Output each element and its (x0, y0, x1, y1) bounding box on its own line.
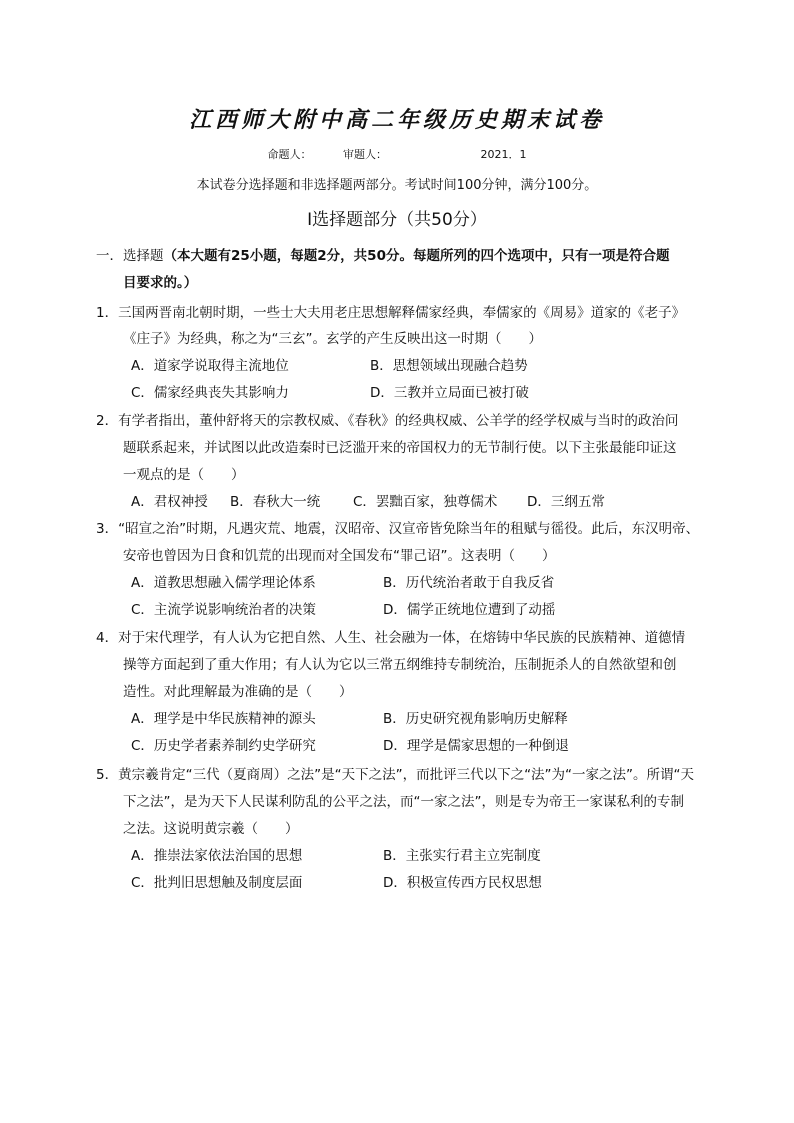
question-3-option-c: C．主流学说影响统治者的决策 (131, 602, 316, 618)
question-3-option-b: B．历代统治者敢于自我反省 (383, 575, 555, 591)
page-title: 江西师大附中高二年级历史期末试卷 (188, 107, 605, 133)
question-5-option-a: A．推崇法家依法治国的思想 (131, 848, 303, 864)
question-5-line-3: 之法。这说明黄宗羲（ ） (123, 821, 299, 837)
part-title: Ⅰ选择题部分（共50分） (307, 210, 487, 230)
question-2-option-b: B．春秋大一统 (230, 494, 321, 510)
question-4-line-3: 造性。对此理解最为准确的是（ ） (123, 684, 353, 700)
question-4-option-b: B．历史研究视角影响历史解释 (383, 711, 568, 727)
question-1-line-1: 1．三国两晋南北朝时期，一些士大夫用老庄思想解释儒家经典，奉儒家的《周易》道家的《老子》 (96, 305, 686, 321)
question-1-option-d: D．三教并立局面已被打破 (370, 385, 529, 401)
question-2-option-a: A．君权神授 (131, 494, 208, 510)
question-5-option-b: B．主张实行君主立宪制度 (383, 848, 541, 864)
question-4-line-1: 4．对于宋代理学，有人认为它把自然、人生、社会融为一体，在熔铸中华民族的民族精神、道德情 (96, 630, 686, 646)
question-5-line-2: 下之法”，是为天下人民谋利防乱的公平之法，而“一家之法”，则是专为帝王一家谋私利的专制 (123, 794, 684, 810)
question-4-option-d: D．理学是儒家思想的一种倒退 (383, 738, 569, 754)
question-2-line-3: 一观点的是（ ） (123, 467, 245, 483)
exam-date: 2021．1 (480, 148, 527, 161)
section-prefix: 一．选择题 (96, 248, 164, 264)
question-1-option-b: B．思想领域出现融合趋势 (370, 358, 528, 374)
section-instruction-1: （本大题有25小题，每题2分，共50分。每题所列的四个选项中，只有一项是符合题 (163, 248, 670, 264)
question-4-option-c: C．历史学者素养制约史学研究 (131, 738, 316, 754)
reviewer-label: 审题人： (343, 148, 387, 161)
question-1-option-c: C．儒家经典丧失其影响力 (131, 385, 289, 401)
question-3-option-a: A．道教思想融入儒学理论体系 (131, 575, 316, 591)
question-2-line-1: 2．有学者指出，董仲舒将天的宗教权威、《春秋》的经典权威、公羊学的经学权威与当时的政治问 (96, 413, 679, 429)
question-3-line-2: 安帝也曾因为日食和饥荒的出现而对全国发布“罪己诏”。这表明（ ） (123, 548, 556, 564)
question-4-option-a: A．理学是中华民族精神的源头 (131, 711, 316, 727)
section-heading (96, 246, 669, 266)
question-2-option-c: C．罢黜百家，独尊儒术 (353, 494, 498, 510)
exam-intro: 本试卷分选择题和非选择题两部分。考试时间100分钟，满分100分。 (196, 178, 598, 193)
question-4-line-2: 操等方面起到了重大作用；有人认为它以三常五纲维持专制统治，压制扼杀人的自然欲望和创 (123, 657, 677, 673)
question-5-option-c: C．批判旧思想触及制度层面 (131, 875, 303, 891)
question-5-option-d: D．积极宣传西方民权思想 (383, 875, 542, 891)
question-2-option-d: D．三纲五常 (527, 494, 605, 510)
setter-label: 命题人： (267, 148, 312, 161)
question-3-line-1: 3．“昭宣之治”时期，凡遇灾荒、地震，汉昭帝、汉宣帝皆免除当年的租赋与徭役。此后，东汉明帝、 (96, 521, 700, 537)
question-1-line-2: 《庄子》为经典，称之为“三玄”。玄学的产生反映出这一时期（ ） (123, 331, 542, 347)
exam-meta (0, 146, 794, 162)
question-1-option-a: A．道家学说取得主流地位 (131, 358, 289, 374)
question-2-line-2: 题联系起来，并试图以此改造秦时已泛滥开来的帝国权力的无节制行使。以下主张最能印证这 (123, 440, 677, 456)
section-instruction-2: 目要求的。） (123, 275, 198, 291)
question-3-option-d: D．儒学正统地位遭到了动摇 (383, 602, 556, 618)
question-5-line-1: 5．黄宗羲肯定“三代（夏商周）之法”是“天下之法”，而批评三代以下之“法”为“一家之法”。所谓“天 (96, 767, 695, 783)
